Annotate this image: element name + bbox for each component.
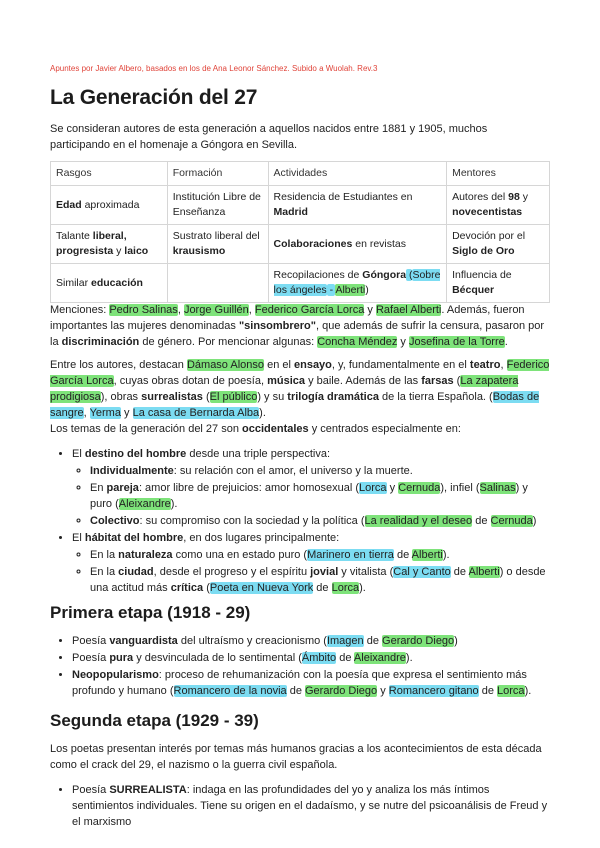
list-item: • El destino del hombre desde una triple perspectiva: ◦ Individualmente: su relación con el amor, el universo y la muerte. ◦ En pareja: amor libre de prejuicios: amor homosexual (Lorca y Cernuda), infiel (Salinas) y puro (Aleixandre). ◦ Colectivo: su compromiso con la sociedad y la política (La realidad y el deseo de Cernuda)	[72, 446, 550, 529]
table-cell: Devoción por el Siglo de Oro	[447, 225, 550, 264]
source-note: Apuntes por Javier Albero, basados en los de Ana Leonor Sánchez. Subido a Wuolah. Rev.3	[50, 64, 378, 73]
menciones-paragraph: Menciones: Pedro Salinas, Jorge Guillén, Federico García Lorca y Rafael Alberti. Además, fueron importantes las mujeres denominadas "sinsombrero", que además de sufrir la censura, pasaron por la discriminación de género. Por mencionar algunas: Concha Méndez y Josefina de la Torre.	[50, 304, 545, 348]
list-item: ◦ En la ciudad, desde el progreso y el espíritu jovial y vitalista (Cal y Canto de Alberti) o desde una actitud más crítica (Poeta en Nueva York de Lorca).	[90, 564, 550, 596]
section-title-primera-etapa: Primera etapa (1918 - 29)	[50, 603, 251, 622]
table-header: Actividades	[268, 162, 447, 186]
list-item: • Neopopularismo: proceso de rehumanización con la poesía que expresa el sentimiento más profundo y humano (Romancero de la novia de Gerardo Diego y Romancero gitano de Lorca).	[72, 667, 550, 699]
table-cell: Autores del 98 y novecentistas	[447, 186, 550, 225]
table-row	[51, 186, 550, 225]
table-cell	[167, 264, 268, 303]
table-cell: Colaboraciones en revistas	[268, 225, 447, 264]
table-cell: Residencia de Estudiantes en Madrid	[268, 186, 447, 225]
segunda-etapa-intro: Los poetas presentan interés por temas más humanos gracias a los acontecimientos de esta década como el crack del 29, el nazismo o la guerra civil española.	[50, 743, 542, 771]
list-item: • El hábitat del hombre, en dos lugares principalmente: ◦ En la naturaleza como una en estado puro (Marinero en tierra de Alberti). ◦ En la ciudad, desde el progreso y el espíritu jovial y vitalista (Cal y Canto de Alberti) o desde una actitud más crítica (Poeta en Nueva York de Lorca).	[72, 530, 550, 596]
table-cell: Recopilaciones de Góngora (Sobre los ángeles - Alberti)	[268, 264, 447, 303]
table-cell: Edad aproximada	[51, 186, 168, 225]
summary-table	[50, 161, 550, 303]
list-item: • Poesía vanguardista del ultraísmo y creacionismo (Imagen de Gerardo Diego)	[72, 633, 550, 649]
table-row	[51, 225, 550, 264]
section-title-segunda-etapa: Segunda etapa (1929 - 39)	[50, 711, 259, 730]
table-cell: Similar educación	[51, 264, 168, 303]
table-row	[51, 264, 550, 303]
temas-paragraph: Los temas de la generación del 27 son occidentales y centrados especialmente en:	[50, 423, 461, 435]
temas-list	[50, 446, 550, 597]
list-item: • Poesía pura y desvinculada de lo sentimental (Ámbito de Aleixandre).	[72, 650, 550, 666]
table-header-row	[51, 162, 550, 186]
table-header: Formación	[167, 162, 268, 186]
table-cell: Sustrato liberal del krausismo	[167, 225, 268, 264]
table-header: Rasgos	[51, 162, 168, 186]
table-header: Mentores	[447, 162, 550, 186]
list-item: ◦ En la naturaleza como una en estado puro (Marinero en tierra de Alberti).	[90, 547, 550, 563]
primera-etapa-list	[50, 633, 550, 700]
intro-paragraph: Se consideran autores de esta generación a aquellos nacidos entre 1881 y 1905, muchos participando en el homenaje a Góngora en Sevilla.	[50, 123, 488, 151]
table-cell: Influencia de Bécquer	[447, 264, 550, 303]
list-item: ◦ Colectivo: su compromiso con la sociedad y la política (La realidad y el deseo de Cernuda)	[90, 513, 550, 529]
list-item: ◦ En pareja: amor libre de prejuicios: amor homosexual (Lorca y Cernuda), infiel (Salinas) y puro (Aleixandre).	[90, 480, 550, 512]
table-cell: Talante liberal, progresista y laico	[51, 225, 168, 264]
list-item: • Poesía SURREALISTA: indaga en las profundidades del yo y analiza los más íntimos sentimientos individuales. Tiene su origen en el dadaísmo, y se nutre del psicoanálisis de Freud y el marxismo	[72, 782, 550, 830]
list-item: ◦ Individualmente: su relación con el amor, el universo y la muerte.	[90, 463, 550, 479]
autores-paragraph: Entre los autores, destacan Dámaso Alonso en el ensayo, y, fundamentalmente en el teatro, Federico García Lorca, cuyas obras dotan de poesía, música y baile. Además de las farsas (La zapatera prodigiosa), obras surrealistas (El público) y su trilogía dramática de la tierra Española. (Bodas de sangre, Yerma y La casa de Bernarda Alba).	[50, 359, 550, 419]
page-title: La Generación del 27	[50, 86, 258, 109]
table-cell: Institución Libre de Enseñanza	[167, 186, 268, 225]
segunda-etapa-list	[50, 782, 550, 831]
